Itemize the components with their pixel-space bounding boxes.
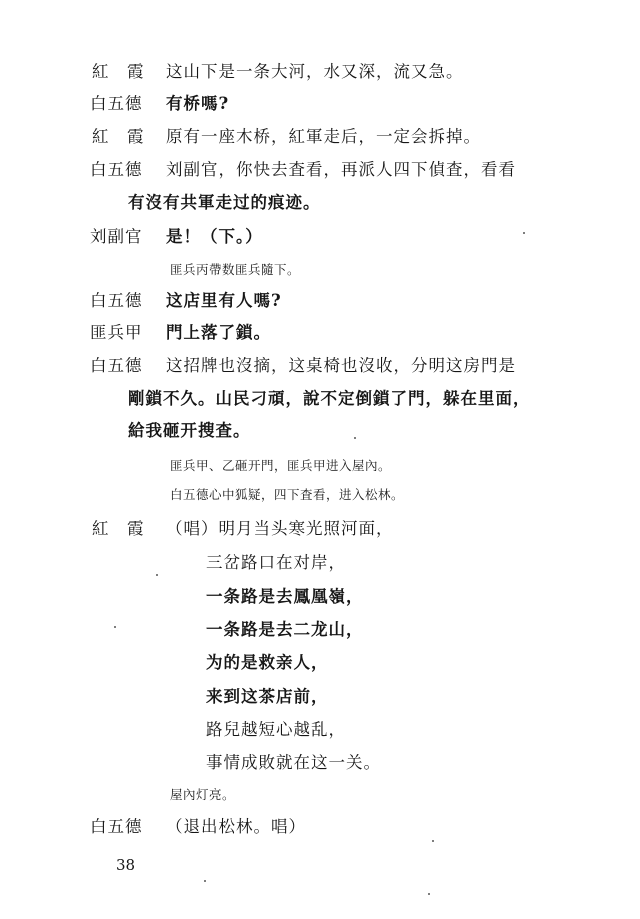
speaker-label: 白五德 bbox=[90, 94, 143, 113]
dialogue-line: 門上落了鎖。 bbox=[166, 323, 271, 342]
speaker-label: 白五德 bbox=[90, 160, 143, 179]
scan-speck bbox=[354, 437, 356, 439]
dialogue-line: 这招牌也沒摘，这桌椅也沒收，分明这房門是 bbox=[166, 356, 516, 375]
speaker-label: 白五德 bbox=[90, 817, 143, 836]
verse-line: 事情成敗就在这一关。 bbox=[206, 753, 381, 772]
scan-speck bbox=[204, 880, 206, 882]
stage-direction: 屋內灯亮。 bbox=[170, 787, 236, 802]
dialogue-line: 刘副官，你快去査看，再派人四下偵査，看看 bbox=[166, 160, 516, 179]
page-number: 38 bbox=[116, 856, 136, 874]
dialogue-line: （唱）明月当头寒光照河面， bbox=[166, 519, 394, 538]
dialogue-continuation: 給我砸开搜査。 bbox=[128, 421, 251, 440]
verse-line: 路兒越短心越乱， bbox=[206, 720, 346, 739]
dialogue-line: 原有一座木桥，紅軍走后，一定会拆掉。 bbox=[166, 127, 481, 146]
scan-speck bbox=[523, 232, 525, 234]
dialogue-continuation: 剛鎖不久。山民刁頑，說不定倒鎖了門，躲在里面， bbox=[128, 389, 531, 408]
verse-line: 来到这茶店前， bbox=[206, 687, 329, 706]
speaker-label: 白五德 bbox=[90, 291, 143, 310]
verse-line: 一条路是去二龙山， bbox=[206, 620, 364, 639]
speaker-label: 紅 霞 bbox=[92, 519, 145, 538]
dialogue-continuation: 有沒有共軍走过的痕迹。 bbox=[128, 193, 321, 212]
stage-direction: 白五德心中狐疑，四下査看，进入松林。 bbox=[170, 487, 405, 502]
speaker-label: 紅 霞 bbox=[92, 127, 145, 146]
scan-speck bbox=[432, 840, 434, 842]
dialogue-line: （退出松林。唱） bbox=[166, 817, 306, 836]
scan-speck bbox=[428, 893, 430, 895]
verse-line: 一条路是去鳳凰嶺， bbox=[206, 587, 364, 606]
speaker-label: 刘副官 bbox=[90, 227, 143, 246]
speaker-label: 紅 霞 bbox=[92, 62, 145, 81]
scan-speck bbox=[114, 626, 116, 628]
dialogue-line: 这店里有人嗎? bbox=[166, 291, 282, 310]
stage-direction: 匪兵丙帶数匪兵隨下。 bbox=[170, 262, 301, 277]
dialogue-line: 这山下是一条大河，水又深，流又急。 bbox=[166, 62, 464, 81]
scan-speck bbox=[156, 574, 158, 576]
stage-direction: 匪兵甲、乙砸开門，匪兵甲进入屋內。 bbox=[170, 458, 392, 473]
dialogue-line: 有桥嗎? bbox=[166, 94, 230, 113]
verse-line: 三岔路口在对岸， bbox=[206, 553, 346, 572]
dialogue-line: 是！（下。） bbox=[166, 227, 263, 246]
verse-line: 为的是救亲人， bbox=[206, 653, 329, 672]
speaker-label: 匪兵甲 bbox=[90, 323, 143, 342]
speaker-label: 白五德 bbox=[90, 356, 143, 375]
